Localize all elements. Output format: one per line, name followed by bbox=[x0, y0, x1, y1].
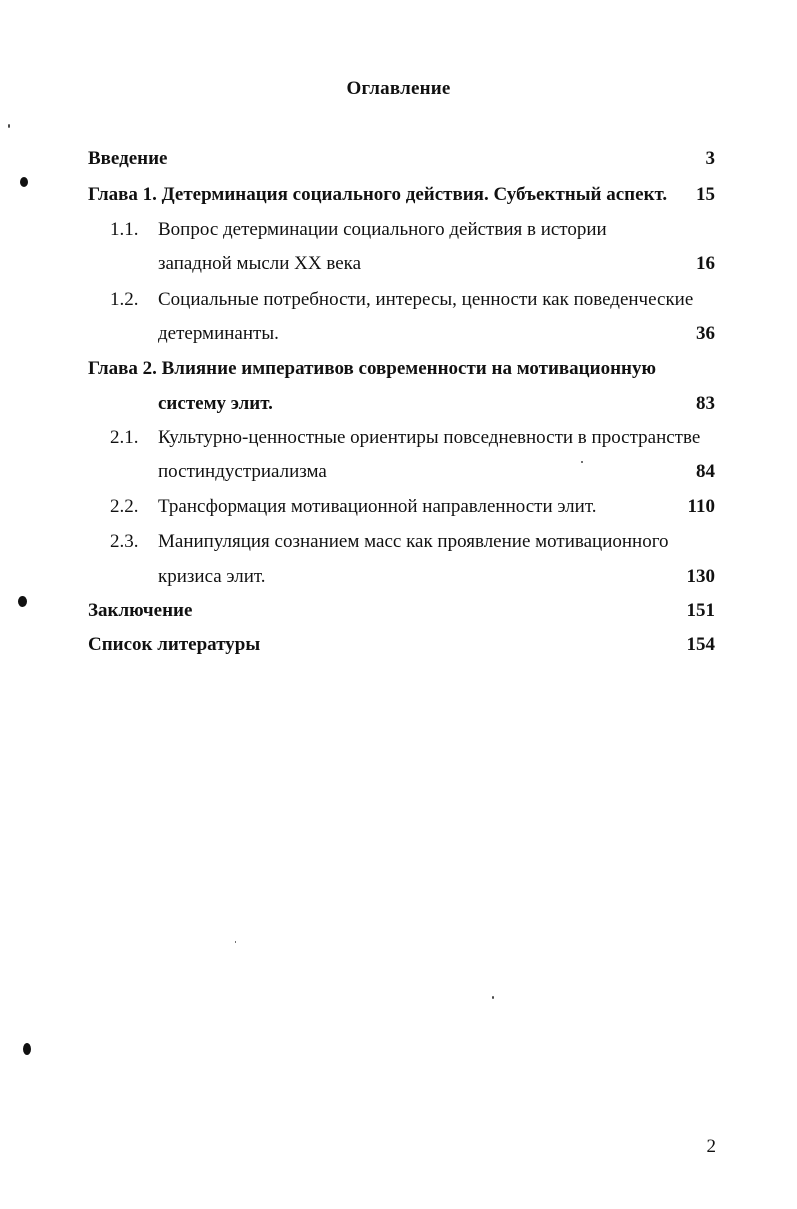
scan-speck bbox=[581, 461, 583, 463]
scan-mark bbox=[18, 596, 27, 607]
toc-entry-page: 36 bbox=[696, 323, 715, 344]
toc-entry-text-continued: детерминанты. bbox=[158, 323, 279, 344]
scan-speck bbox=[8, 124, 10, 128]
toc-entry-text: Глава 1. Детерминация социального действия. Субъектный аспект. bbox=[88, 184, 668, 205]
toc-entry-page: 83 bbox=[696, 393, 715, 414]
toc-entry-text: Манипуляция сознанием масс как проявление мотивационного bbox=[158, 531, 669, 552]
scan-speck bbox=[492, 996, 494, 999]
toc-entry-number: 2.2. bbox=[110, 496, 139, 517]
toc-entry-text: Социальные потребности, интересы, ценности как поведенческие bbox=[158, 289, 694, 310]
toc-entry-page: 130 bbox=[686, 566, 715, 587]
toc-title: Оглавление bbox=[346, 78, 451, 99]
scan-speck bbox=[235, 941, 236, 943]
toc-entry-text-continued: западной мысли XX века bbox=[158, 253, 362, 274]
toc-entry-page: 15 bbox=[696, 184, 715, 205]
toc-entry-text: Список литературы bbox=[88, 634, 261, 655]
toc-entry-number: 2.1. bbox=[110, 427, 139, 448]
toc-entry-page: 154 bbox=[686, 634, 715, 655]
scan-mark bbox=[23, 1043, 31, 1055]
toc-entry-text: Глава 2. Влияние императивов современности на мотивационную bbox=[88, 358, 656, 379]
toc-entry-text-continued: систему элит. bbox=[158, 393, 273, 414]
toc-entry-text: Заключение bbox=[88, 600, 193, 621]
toc-entry-text: Вопрос детерминации социального действия в истории bbox=[158, 219, 607, 240]
toc-entry-number: 1.2. bbox=[110, 289, 139, 310]
toc-entry-number: 2.3. bbox=[110, 531, 139, 552]
toc-entry-text: Трансформация мотивационной направленности элит. bbox=[158, 496, 597, 517]
toc-entry-number: 1.1. bbox=[110, 219, 139, 240]
toc-entry-text: Культурно-ценностные ориентиры повседневности в пространстве bbox=[158, 427, 701, 448]
toc-entry-text: Введение bbox=[88, 148, 168, 169]
page-number: 2 bbox=[706, 1136, 716, 1157]
toc-entry-page: 3 bbox=[705, 148, 715, 169]
toc-entry-text-continued: кризиса элит. bbox=[158, 566, 266, 587]
toc-entry-text-continued: постиндустриализма bbox=[158, 461, 327, 482]
toc-entry-page: 16 bbox=[696, 253, 715, 274]
toc-entry-page: 110 bbox=[687, 496, 715, 517]
toc-entry-page: 84 bbox=[696, 461, 715, 482]
toc-entry-page: 151 bbox=[686, 600, 715, 621]
scan-mark bbox=[20, 177, 28, 187]
